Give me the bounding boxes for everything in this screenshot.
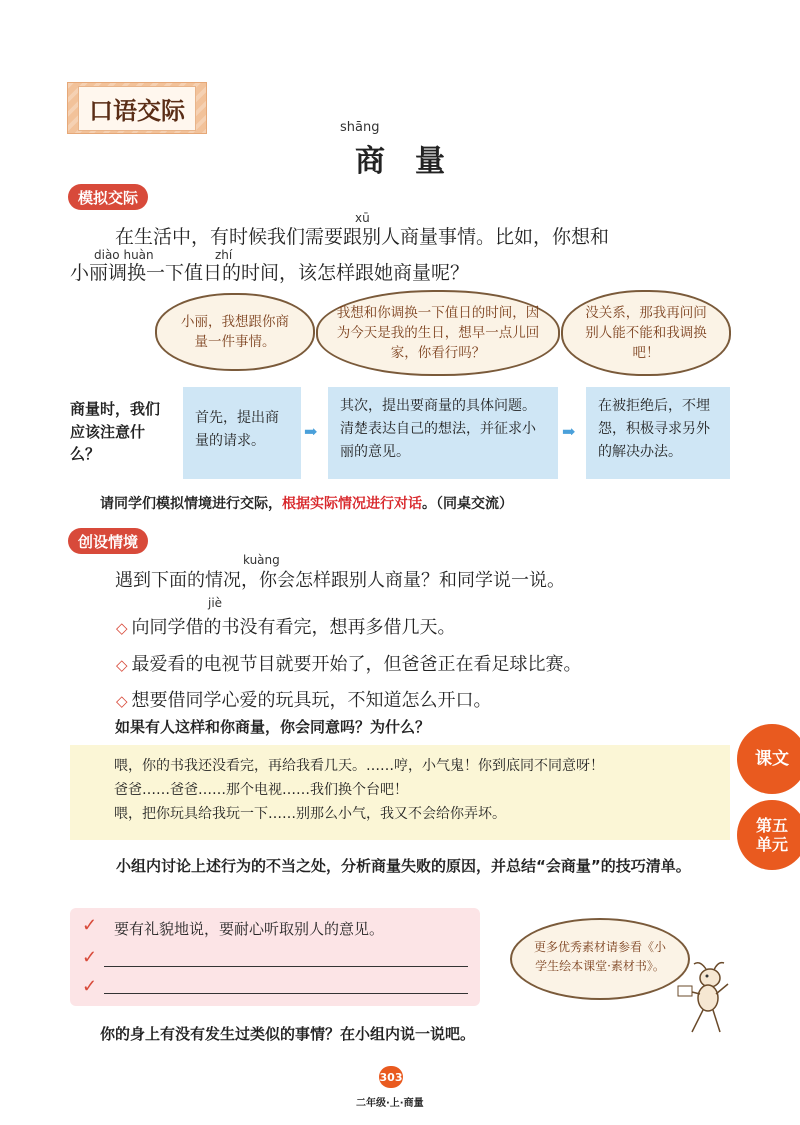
step-3-text: 在被拒绝后，不埋怨，积极寻求另外的解决办法。 [598, 398, 710, 461]
page-title: 商量 [355, 144, 475, 179]
tag-scenario: 创设情境 [68, 528, 148, 554]
scenario-bullet-1-text: 向同学借的书没有看完，想再多借几天。 [131, 617, 456, 638]
scenario-bullet-2-text: 最爱看的电视节目就要开始了，但爸爸正在看足球比赛。 [131, 654, 582, 675]
intro-line-2: 小丽调换一下值日的时间，该怎样跟她商量呢？ [70, 262, 470, 284]
promo-bubble [510, 918, 690, 1000]
step-2-text: 其次，提出要商量的具体问题。清楚表达自己的想法，并征求小丽的意见。 [340, 398, 536, 461]
checkmark-icon: ✓ [82, 976, 98, 997]
scenario-bullet-1 [116, 613, 456, 639]
speech-bubble-3-text: 没关系，那我再问问别人能不能和我调换吧！ [585, 304, 707, 362]
example-dialogue-box [70, 745, 730, 840]
question-label: 商量时，我们应该注意什么？ [70, 400, 161, 463]
intro-pinyin-zhi: zhí [215, 248, 233, 262]
section-header-label: 口语交际 [78, 86, 196, 131]
instruction-part-2: 。（同桌交流） [422, 496, 513, 512]
side-tab-unit-5[interactable]: 第五单元 [737, 800, 800, 870]
checkmark-icon: ✓ [82, 915, 98, 936]
step-box-3 [586, 387, 730, 479]
scenario-bullet-3 [116, 686, 492, 712]
instruction-text [100, 493, 513, 513]
example-line-3: 喂，把你玩具给我玩一下……别那么小气，我又不会给你弄坏。 [114, 805, 506, 822]
checklist-blank-1[interactable] [104, 966, 468, 967]
speech-bubble-1-text: 小丽，我想跟你商量一件事情。 [181, 313, 289, 350]
example-line-2: 爸爸……爸爸……那个电视……我们换个台吧！ [114, 781, 408, 798]
arrow-right-icon: ➡ [304, 422, 318, 441]
step-box-2 [328, 387, 558, 479]
diamond-icon: ◇ [116, 619, 128, 637]
checkmark-icon: ✓ [82, 947, 98, 968]
scenario-bullet-2 [116, 650, 582, 676]
checklist-item-1: 要有礼貌地说，要耐心听取别人的意见。 [114, 920, 385, 938]
scenario-bullet-3-text: 想要借同学心爱的玩具玩，不知道怎么开口。 [131, 690, 492, 711]
step-box-1 [183, 387, 301, 479]
page-number: 303 [379, 1066, 403, 1088]
example-line-1: 喂，你的书我还没看完，再给我看几天。……哼，小气鬼！你到底同不同意呀！ [114, 758, 604, 774]
instruction-highlight: 根据实际情况进行对话 [282, 496, 422, 512]
ant-illustration-icon [670, 960, 740, 1035]
analysis-text: 小组内讨论上述行为的不当之处，分析商量失败的原因，并总结“会商量”的技巧清单。 [116, 857, 691, 875]
scenario-question: 如果有人这样和你商量，你会同意吗？为什么？ [115, 718, 431, 736]
step-1-text: 首先，提出商量的请求。 [195, 410, 279, 450]
footer-caption: 二年级·上·商量 [356, 1098, 424, 1109]
speech-bubble-2 [316, 290, 560, 376]
intro-line-1: 在生活中，有时候我们需要跟别人商量事情。比如，你想和 [115, 226, 610, 248]
speech-bubble-1 [155, 293, 315, 371]
final-prompt: 你的身上有没有发生过类似的事情？在小组内说一说吧。 [100, 1025, 476, 1043]
scenario-pinyin-kuang: kuàng [243, 553, 280, 567]
section-header [67, 82, 207, 134]
promo-text: 更多优秀素材请参看《小学生绘本课堂·素材书》。 [534, 940, 667, 974]
title-pinyin: shāng [340, 120, 380, 135]
checklist-blank-2[interactable] [104, 993, 468, 994]
side-tab-text[interactable]: 课文 [737, 724, 800, 794]
intro-pinyin-xu: xū [355, 211, 370, 225]
instruction-part-1: 请同学们模拟情境进行交际， [100, 496, 282, 512]
diamond-icon: ◇ [116, 692, 128, 710]
speech-bubble-3 [561, 290, 731, 376]
arrow-right-icon: ➡ [562, 422, 576, 441]
tag-simulate: 模拟交际 [68, 184, 148, 210]
intro-pinyin-diaohuan: diào huàn [94, 248, 154, 262]
diamond-icon: ◇ [116, 656, 128, 674]
speech-bubble-2-text: 我想和你调换一下值日的时间，因为今天是我的生日，想早一点儿回家，你看行吗？ [336, 304, 540, 362]
scenario-pinyin-jie: jiè [208, 596, 223, 610]
scenario-intro: 遇到下面的情况，你会怎样跟别人商量？和同学说一说。 [115, 570, 565, 591]
